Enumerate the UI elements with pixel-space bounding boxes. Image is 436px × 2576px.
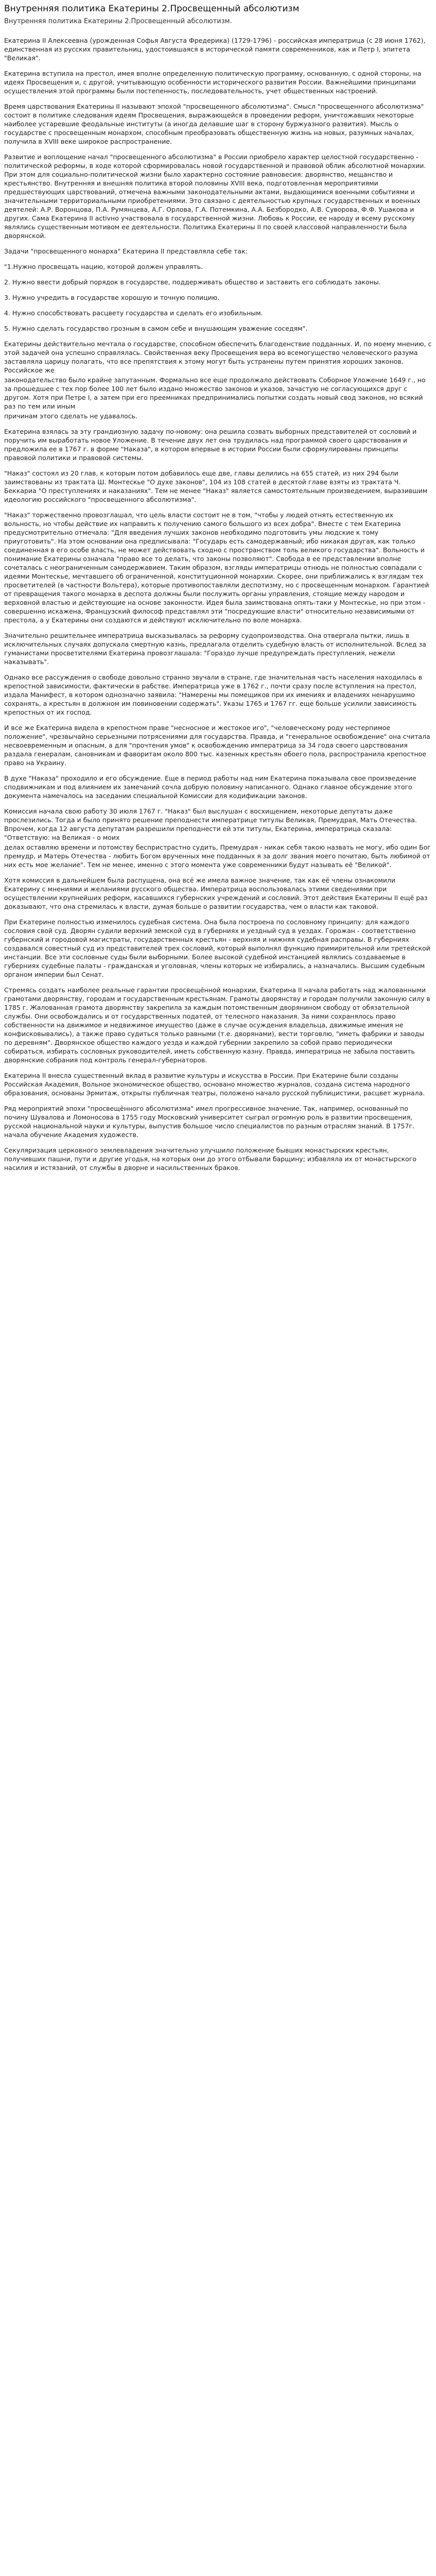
- paragraph: Екатерины действительно мечтала о государстве, способном обеспечить благоденствие подданных. И, по моему мнению, с этой задачей она успешно справлялась. Свойственная веку Просвещения вера во всемогущество человеческого разума заставляла царицу полагать, что все препятствия к этому могут быть устранены путем принятия хороших законов. Российское же: [4, 340, 432, 374]
- paragraph: И все же Екатерина видела в крепостном праве "несносное и жестокое иго", "человеческому роду нестерпимое положение", чрезвычайно серьезными потрясениями для государства. Правда, и "генеральное освобождение" она считала несвоевременным и опасным, а для "прочтения умов" к освобождению императрица за 34 года своего царствования раздала генералам, сановникам и фаворитам около 800 тыс. казенных крестьян обоего пола, распространила крепостное право на Украину.: [4, 724, 430, 767]
- list-item: 3. Нужно учредить в государстве хорошую и точную полицию.: [4, 294, 220, 301]
- paragraph: Значительно решительнее императрица высказывалась за реформу судопроизводства. Она отвергала пытки, лишь в исключительных случаях допускала смертную казнь, предлагала отделить судебную власть от исполнительной. Вслед за гуманистами просветителями Екатерина провозглашала: "Гораздо лучше предупреждать преступления, нежели наказывать".: [4, 632, 426, 666]
- list-item: 5. Нужно сделать государство грозным в самом себе и внушающим уважение соседям".: [4, 325, 308, 332]
- paragraph: Комиссия начала свою работу 30 июля 1767 г. "Наказ" был выслушан с восхищением, некоторые депутаты даже прослезились. Тогда и было принято решение преподнести императрице титулы Великая, Премудрая, Мать Отечества. Впрочем, когда 12 августа депутатам разрешили преподнести ей эти титулы, Екатерина, императрица сказала: "Ответствую: на Великая - о моих: [4, 807, 417, 841]
- paragraph: Екатерина вступила на престол, имея вполне определенную политическую программу, основанную, с одной стороны, на идеях Просвещения и, с другой, учитывающую особенности исторического развития России. Важнейшими принципами осуществления этой программы были постепенность, последовательность, учет общественных настроений.: [4, 70, 422, 95]
- paragraph: Ряд мероприятий эпохи "просвещённого абсолютизма" имел прогрессивное значение. Так, например, основанный по почину Шувалова и Ломоносова в 1755 году Московский университет сыграл огромную роль в развитии просвещения, русской национальной науки и культуры, выпустив большое число специалистов по разным отраслям знаний. В 1757г. начала обучение Академия художеств.: [4, 1105, 414, 1139]
- paragraph: "Наказ" торжественно провозглашал, что цель власти состоит не в том, "чтобы у людей отнять естественную их вольность, но чтобы действие их направить к получению самого большого из всех добра". Вместе с тем Екатерина предусмотрительно отмечала: "Для введения лучших законов необходимо подготовить умы людские к тому приуготовить". На этом основании она предписывала: "Государь есть самодержавный; ибо никакая другая, как только соединенная в его особе власть, не может действовать сходно с пространством толь великого государства". Вольность и понимание Екатерины означала "право все то делать, что законы позволяют". Свобода в ее представлении вполне сочеталась с неограниченным самодержавием. Таким образом, взгляды императрицы отнюдь не полностью совпадали с идеями Монтескье, мечтавшего об ограниченной, конституционной монархии. Скорее, они приближались к взглядам тех просветителей (в частности Вольтера), которые противопоставляли деспотизму, но с просвещенным монархом. Гарантией от превращения такого монарха в деспота должны были послужить органы управления, стоящие между народом и верховной властью и действующие на основе законности. Идея была заимствована опять-таки у Монтескье, но при этом - совершенно искажена, Французский философ представлял эти "посредующие власти" относительно независимыми от престола, а у Екатерины они создаются и действуют исключительно по воле монарха.: [4, 511, 429, 624]
- list-item: 4. Нужно способствовать расцвету государства и сделать его изобильным.: [4, 309, 263, 317]
- paragraph: Секуляризация церковного землевладения значительно улучшило положение бывших монастырских крестьян, получивших пашни, пути и другие угодья, на которых они до этого отбывали барщину; избавляла их от монастырского насилия и истязаний, от службы в дворне и насильственных браков.: [4, 1146, 417, 1172]
- paragraph: Однако все рассуждения о свободе довольно странно звучали в стране, где значительная часть населения находилась в крепостной зависимости, фактически в рабстве. Императрица уже в 1762 г., почти сразу после вступления на престол, издала Манифест, в котором однозначно заявила: "Намерены мы помещиков при их имениях и владениях ненарушимо сохранять, а крестьян в должном им повиновении содержать". Указы 1765 и 1767 гг. еще больше усилили зависимость крепостных от их господ.: [4, 673, 423, 716]
- paragraph: Екатерина II внесла существенный вклад в развитие культуры и искусства в России. При Екатерине были созданы Российская Академия, Вольное экономическое общество, основано множество журналов, создана система народного образования, основаны Эрмитаж, открыты публичная театры, положено начало русской публицистики, расцвет журнала.: [4, 1072, 425, 1097]
- paragraph: причинам этого сделать не удавалось.: [4, 412, 137, 420]
- paragraph: Стремясь создать наиболее реальные гарантии просвещённой монархии, Екатерина II начала работать над жалованными грамотами дворянству, городам и государственным крестьянам. Грамоты дворянству и городам получили законную силу в 1785 г. Жалованная грамота дворянству закрепила за каждым потомственным дворянином свободу от обязательной службы. Они освобождались и от государственных податей, от телесного наказания. За ними сохранялось право собственности на движимое и недвижимое имущество (даже в случае осуждения владельца, движимые имения не конфисковывались), а также право судиться только равными (т.е. дворянами), вести торговлю, "иметь фабрики и заводы по деревням". Дворянское общество каждого уезда и каждой губернии закрепило за собой право периодически собираться, избирать сословных руководителей, иметь собственную казну. Правда, императрица не забыла поставить дворянские собрания под контроль генерал-губернаторов.: [4, 986, 430, 1064]
- list-item: 2. Нужно ввести добрый порядок в государстве, поддерживать общество и заставить его соблюдать законы.: [4, 278, 381, 286]
- paragraph: Задачи "просвещенного монарха" Екатерина II представляла себе так:: [4, 247, 248, 255]
- paragraph: делах оставляю времени и потомству беспристрастно судить, Премудрая - никак себя такою назвать не могу, ибо один Бог премудр, и Матерь Отечества - любить Богом врученных мне подданных я за долг звания моего почитаю, быть любимой от них есть мое желание". Тем не менее, именно с этого момента уже современники будут называть её "Великой".: [4, 843, 431, 869]
- list-item: "1.Нужно просвещать нацию, которой должен управлять.: [4, 263, 203, 270]
- page-title: Внутренняя политика Екатерины 2.Просвещенный абсолютизм: [4, 4, 300, 14]
- paragraph: Екатерина II Алексеевна (урожденная Софья Августа Фредерика) (1729-1796) - российская императрица (с 28 июня 1762), единственная из русских правительниц, удостоившаяся в исторической памяти современников, как и Петр I, эпитета "Великая".: [4, 37, 426, 62]
- paragraph: Развитие и воплощение начал "просвещенного абсолютизма" в России приобрело характер целостной государственно - политической реформы, в ходе которой сформировалась новой государственной и правовой облик абсолютной монархии. При этом для социально-политической жизни было характерно состояние равновесия: дворянство, мещанство и крестьянство. Внутренняя и внешняя политика второй половины XVIII века, подготовленная мероприятиями предшествующих царствований, отмечена важными законодательными актами, выдающимися военными событиями и значительными территориальными приобретениями. Это связано с деятельностью крупных государственных и военных деятелей: А.Р. Воронцова, П.А. Румянцева, А.Г. Орлова, Г.А. Потемкина, А.А. Безбородко, А.В. Суворова, Ф.Ф. Ушакова и других. Сама Екатерина II activно участвовала в государственной жизни. Любовь к России, ее народу и всему русскому являлись существенным мотивом ее деятельности. Политика Екатерины II по своей классовой направленности была дворянской.: [4, 153, 426, 240]
- paragraph: Хотя комиссия в дальнейшем была распущена, она всё же имела важное значение, так как её члены ознакомили Екатерину с мнениями и желаниями русского общества. Императрица воспользовалась этими сведениями при осуществлении крупнейших реформ, касавшихся губернских учреждений и сословий. Этот действия Екатерины II ещё раз доказывают, что она стремилась к власти, думая больше о развитии государства, чем о власти как таковой.: [4, 876, 428, 910]
- page-subtitle: Внутренняя политика Екатерины 2.Просвещенный абсолютизм.: [4, 18, 232, 25]
- document-page: [0, 0, 436, 1184]
- paragraph: Время царствования Екатерины II называют эпохой "просвещенного абсолютизма". Смысл "просвещенного абсолютизма" состоит в политике следования идеям Просвещения, выражающейся в проведении реформ, уничтожавших некоторые наиболее устаревшие феодальные институты (а иногда делавшие шаг в сторону буржуазного развития). Мысль о государстве с просвещенным монархом, способным преобразовать общественную жизнь на новых, разумных началах, получила в XVIII веке широкое распространение.: [4, 103, 424, 145]
- paragraph: Екатерина взялась за эту грандиозную задачу по-новому: она решила созвать выборных представителей от сословий и поручить им выработать новое Уложение. В течение двух лет она трудилась над программой своего царствования и предложила ее в 1767 г. в форме "Наказа", в котором впервые в истории России были сформулированы принципы правовой политики и правовой системы.: [4, 428, 417, 462]
- paragraph: "Наказ" состоял из 20 глав, к которым потом добавилось еще две, главы делились на 655 статей, из них 294 были заимствованы из трактата Ш. Монтескье "О духе законов", 104 из 108 статей в десятой главе взяты из трактата Ч. Беккариа "О преступлениях и наказаниях". Тем не менее "Наказ" является самостоятельным произведением, выразившим идеологию российского "просвещенного абсолютизма".: [4, 469, 428, 503]
- paragraph: При Екатерине полностью изменилось судебная система. Она была построена по сословному принципу: для каждого сословия свой суд. Дворян судили верхний земской суд в губерниях и уездный суд в уездах. Горожан - соответственно губернский и городовой магистраты, государственных крестьян - верхняя и нижняя судебная расправы. В губерниях создавался совестный суд из представителей трех сословий, который выполнял функцию примирительной или третейской инстанции. Все эти сословные суды были выборными. Более высокой судебной инстанцией являлись создаваемые в губерниях судебные палаты - гражданская и уголовная, члены которых не избирались, а назначались. Высшим судебным органом империи был Сенат.: [4, 918, 430, 978]
- article-body: [4, 36, 432, 1172]
- paragraph: законодательство было крайне запутанным. Формально все еще продолжало действовать Соборное Уложение 1649 г., но за прошедшее с тех пор более 100 лет было издано множество законов и указов, зачастую не согласующихся друг с другом. Хотя при Петре I, а затем при его преемниках предпринимались попытки создать новый свод законов, но всякий раз по тем или иным: [4, 376, 426, 410]
- paragraph: В духе "Наказа" проходило и его обсуждение. Еще в период работы над ним Екатерина показывала свое произведение сподвижникам и под влиянием их замечаний сочла добрую половину написанного. Однако главное обсуждение этого документа намечалось на заседании специальной Комиссии для кодификации законов.: [4, 774, 416, 800]
